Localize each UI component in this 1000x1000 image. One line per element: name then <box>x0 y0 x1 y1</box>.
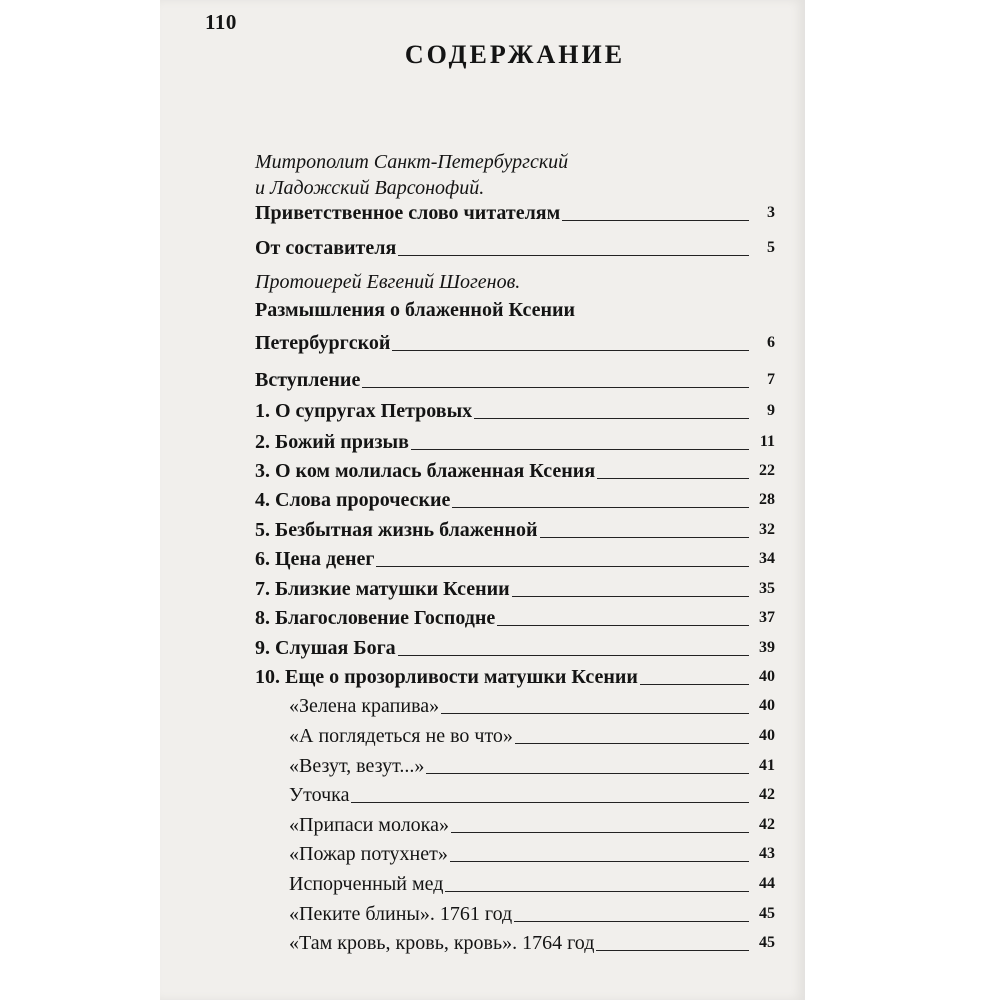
toc-entry[interactable] <box>255 484 775 512</box>
toc-entry[interactable] <box>255 197 775 225</box>
toc-entry[interactable] <box>255 543 775 571</box>
dot-leader <box>398 255 749 256</box>
toc-entry-label: 1. О супругах Петровых <box>255 400 473 422</box>
toc-entry-label: От составителя <box>255 237 397 259</box>
dot-leader <box>562 220 749 221</box>
toc-subentry-page: 45 <box>759 905 775 922</box>
toc-entry[interactable] <box>255 602 775 630</box>
toc-entry-label: Вступление <box>255 369 361 391</box>
toc-subentry[interactable] <box>289 838 775 866</box>
dot-leader <box>398 655 749 656</box>
dot-leader <box>351 802 749 803</box>
toc-subentry-label: «Пеките блины». 1761 год <box>289 903 513 925</box>
toc-entry[interactable] <box>255 573 775 601</box>
toc-entry-page: 34 <box>759 550 775 567</box>
dot-leader <box>441 713 749 714</box>
dot-leader <box>426 773 749 774</box>
dot-leader <box>452 507 749 508</box>
toc-subentry-label: «Зелена крапива» <box>289 695 440 717</box>
toc-subentry[interactable] <box>289 927 775 955</box>
toc-subentry-page: 43 <box>759 845 775 862</box>
toc-entry-page: 35 <box>759 580 775 597</box>
toc-subentry[interactable] <box>289 720 775 748</box>
toc-entry-label: 9. Слушая Бога <box>255 637 396 659</box>
toc-entry-label: 2. Божий призыв <box>255 431 409 453</box>
toc-entry-page: 37 <box>759 609 775 626</box>
toc-entry-reflections-line-1[interactable]: Размышления о блаженной Ксении <box>255 299 576 321</box>
toc-entry[interactable] <box>255 514 775 542</box>
intro-author-line-1: Митрополит Санкт-Петербургский <box>255 151 569 173</box>
toc-subentry-label: «Там кровь, кровь, кровь». 1764 год <box>289 932 595 954</box>
dot-leader <box>540 537 750 538</box>
toc-subentry-page: 42 <box>759 816 775 833</box>
toc-entry-page: 3 <box>767 204 775 221</box>
dot-leader <box>392 350 749 351</box>
toc-entry-label: Петербургской <box>255 332 391 354</box>
toc-subentry[interactable] <box>289 690 775 718</box>
toc-entry-label: 8. Благословение Господне <box>255 607 496 629</box>
toc-subentry-label: «Пожар потухнет» <box>289 843 448 865</box>
toc-entry-label: 6. Цена денег <box>255 548 375 570</box>
toc-entry[interactable] <box>255 661 775 689</box>
toc-entry-label: 3. О ком молилась блаженная Ксения <box>255 460 596 482</box>
toc-entry[interactable] <box>255 395 775 423</box>
toc-subentry-page: 40 <box>759 727 775 744</box>
toc-entry-label: 4. Слова пророческие <box>255 489 451 511</box>
page-number: 110 <box>205 10 237 34</box>
intro-author-line-2: и Ладожский Варсонофий. <box>255 177 485 199</box>
toc-entry[interactable] <box>255 327 775 355</box>
dot-leader <box>411 449 749 450</box>
toc-subentry-label: «А поглядеться не во что» <box>289 725 513 747</box>
dot-leader <box>362 387 749 388</box>
toc-subentry-page: 44 <box>759 875 775 892</box>
toc-subentry-page: 40 <box>759 697 775 714</box>
toc-subentry[interactable] <box>289 868 775 896</box>
toc-entry-page: 39 <box>759 639 775 656</box>
toc-entry-page: 28 <box>759 491 775 508</box>
toc-entry[interactable] <box>255 364 775 392</box>
toc-entry-label: Приветственное слово читателям <box>255 202 561 224</box>
dot-leader <box>474 418 749 419</box>
dot-leader <box>497 625 749 626</box>
toc-entry[interactable] <box>255 232 775 260</box>
toc-subentry[interactable] <box>289 750 775 778</box>
toc-entry[interactable] <box>255 426 775 454</box>
toc-entry-label: 7. Близкие матушки Ксении <box>255 578 510 600</box>
intro-author-line-3: Протоиерей Евгений Шогенов. <box>255 271 521 293</box>
toc-entry-page: 22 <box>759 462 775 479</box>
toc-entry[interactable] <box>255 632 775 660</box>
toc-subentry-label: Уточка <box>289 784 350 806</box>
toc-entry-label: 5. Безбытная жизнь блаженной <box>255 519 538 541</box>
toc-entry-page: 7 <box>767 371 775 388</box>
toc-subentry-label: «Везут, везут...» <box>289 755 425 777</box>
dot-leader <box>451 832 749 833</box>
dot-leader <box>512 596 749 597</box>
dot-leader <box>445 891 749 892</box>
toc-subentry-page: 41 <box>759 757 775 774</box>
toc-entry[interactable] <box>255 455 775 483</box>
toc-entry-page: 6 <box>767 334 775 351</box>
dot-leader <box>597 478 749 479</box>
toc-subentry-label: Испорченный мед <box>289 873 444 895</box>
toc-subentry[interactable] <box>289 809 775 837</box>
dot-leader <box>376 566 749 567</box>
toc-entry-page: 5 <box>767 239 775 256</box>
toc-entry-page: 9 <box>767 402 775 419</box>
page-title: СОДЕРЖАНИЕ <box>404 40 626 69</box>
dot-leader <box>596 950 749 951</box>
dot-leader <box>640 684 749 685</box>
toc-entry-page: 40 <box>759 668 775 685</box>
dot-leader <box>514 921 749 922</box>
toc-subentry[interactable] <box>289 898 775 926</box>
toc-entry-label: 10. Еще о прозорливости матушки Ксении <box>255 666 638 688</box>
toc-entry-page: 11 <box>759 433 775 450</box>
toc-entry-page: 32 <box>759 521 775 538</box>
dot-leader <box>450 861 749 862</box>
dot-leader <box>515 743 749 744</box>
toc-subentry-page: 42 <box>759 786 775 803</box>
toc-subentry-label: «Припаси молока» <box>289 814 449 836</box>
toc-subentry[interactable] <box>289 779 775 807</box>
toc-subentry-page: 45 <box>759 934 775 951</box>
